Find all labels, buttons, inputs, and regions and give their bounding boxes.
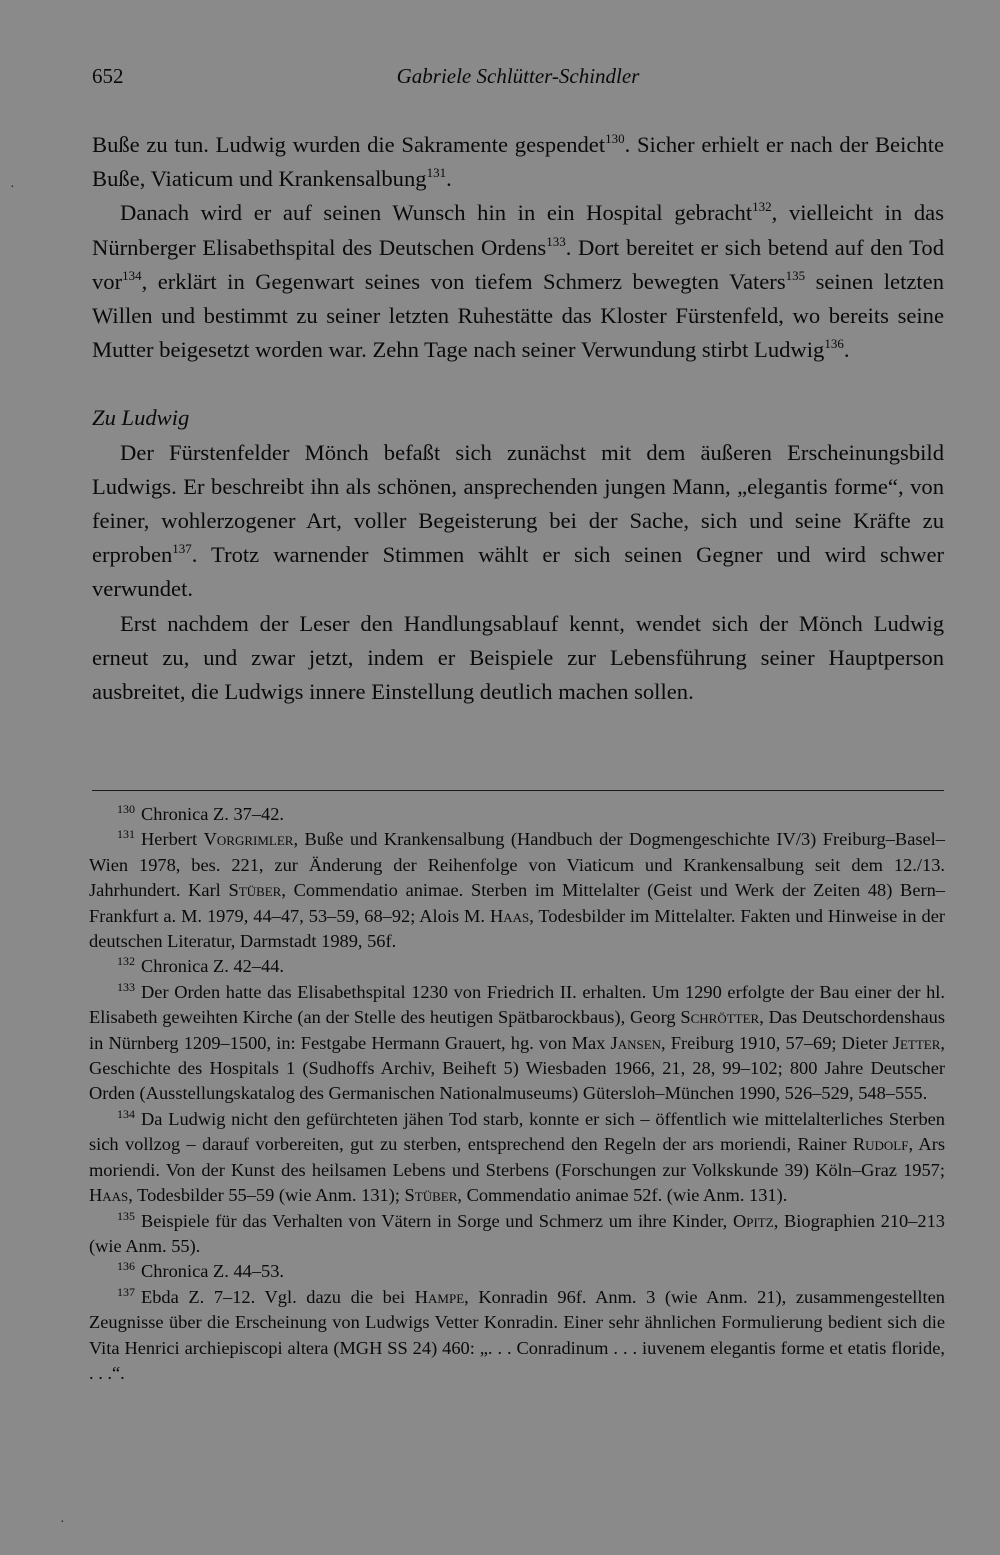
footnote-number: 134 <box>117 1106 135 1121</box>
footnote-number: 135 <box>117 1208 135 1223</box>
footnote: $^{132}$ Chronica Z. 42–44. <box>117 954 285 977</box>
footnote: $^{134}$ Da Ludwig nicht den gefürchteten jähen Tod starb, konnte er sich – öffentlich wie mittelalterliches Sterben sich vollzog – darauf vorbereiten, gut zu sterben, entsprechend den Regeln der ars moriendi, Rainer Rudolf, Ars moriendi. Von der Kunst des heilsamen Lebens und Sterbens (Forschungen zur Volkskunde 39) Köln–Graz 1957; Haas, Todesbilder 55–59 (wie Anm. 131); Stüber, Commendatio animae 52f. (wie Anm. 131). <box>89 1106 945 1206</box>
footnote-divider <box>92 790 944 791</box>
author-name: Stüber <box>228 880 282 901</box>
scan-artifact: · <box>10 180 15 195</box>
footnote: $^{135}$ Beispiele für das Verhalten von Vätern in Sorge und Schmerz um ihre Kinder, Opitz, Biographien 210–213 (wie Anm. 55). <box>89 1208 945 1256</box>
scan-artifact: · <box>60 1515 65 1530</box>
author-name: Schrötter <box>680 1007 760 1028</box>
author-name: Jansen <box>610 1032 662 1053</box>
footnote-number: 137 <box>117 1284 135 1299</box>
footnote-number: 131 <box>117 827 135 842</box>
footnote: $^{130}$ Chronica Z. 37–42. <box>117 802 285 824</box>
paragraph: Danach wird er auf seinen Wunsch hin in ein Hospital gebracht$^{132}$, vielleicht in das Nürnberger Elisabethspital des Deutschen Ordens$^{133}$. Dort bereitet er sich betend auf den Tod vor$^{134}$, erklärt in Gegenwart seines von tiefem Schmerz bewegten Vaters$^{135}$ seinen letzten Willen und bestimmt zu seiner letzten Ruhestätte das Kloster Fürstenfeld, wo bereits seine Mutter beigesetzt worden war. Zehn Tage nach seiner Verwundung stirbt Ludwig$^{136}$. <box>92 199 944 363</box>
footnote-number: 133 <box>117 979 135 994</box>
footnote: $^{137}$ Ebda Z. 7–12. Vgl. dazu die bei Hampe, Konradin 96f. Anm. 3 (wie Anm. 21), zusammengestellten Zeugnisse über die Erscheinung von Ludwigs Vetter Konradin. Einer sehr ähnlichen Formulierung bedient sich die Vita Henrici archiepiscopi altera (MGH SS 24) 460: „. . . Conradinum . . . iuvenem elegantis forme et etatis floride, . . .“. <box>89 1284 945 1383</box>
paragraph: Buße zu tun. Ludwig wurden die Sakramente gespendet$^{130}$. Sicher erhielt er nach der Beichte Buße, Viaticum und Krankensalbung$^{131}$. <box>92 131 944 192</box>
author-name: Stüber <box>404 1185 458 1206</box>
footnotes <box>89 802 945 1386</box>
author-name: Opitz <box>732 1210 774 1231</box>
paragraph: Der Fürstenfelder Mönch befaßt sich zunächst mit dem äußeren Erscheinungsbild Ludwigs. Er beschreibt ihn als schönen, ansprechenden jungen Mann, „elegantis forme“, von feiner, wohlerzogener Art, voller Begeisterung bei der Sache, sich und seine Kräfte zu erproben$^{137}$. Trotz warnender Stimmen wählt er sich seinen Gegner und wird schwer verwundet. <box>92 439 944 602</box>
footnote-ref: 132 <box>752 199 772 215</box>
paragraph: Erst nachdem der Leser den Handlungsablauf kennt, wendet sich der Mönch Ludwig erneut zu, und zwar jetzt, indem er Beispiele zur Lebensführung seiner Hauptperson ausbreitet, die Ludwigs innere Einstellung deutlich machen sollen. <box>92 610 944 705</box>
footnote: $^{131}$ Herbert Vorgrimler, Buße und Krankensalbung (Handbuch der Dogmengeschichte IV/3) Freiburg–Basel–Wien 1978, bes. 221, zur Änderung der Reihenfolge von Viaticum und Krankensalbung seit dem 12./13. Jahrhundert. Karl Stüber, Commendatio animae. Sterben im Mittelalter (Geist und Werk der Zeiten 48) Bern–Frankfurt a. M. 1979, 44–47, 53–59, 68–92; Alois M. Haas, Todesbilder im Mittelalter. Fakten und Hinweise in der deutschen Literatur, Darmstadt 1989, 56f. <box>89 827 946 952</box>
author-name: Vorgrimler <box>203 829 294 850</box>
author-name: Hampe <box>414 1286 465 1307</box>
footnote-ref: 137 <box>172 541 192 557</box>
footnote-ref: 131 <box>426 165 447 181</box>
footnote-ref: 130 <box>605 131 625 146</box>
footnote-ref: 134 <box>122 267 142 283</box>
footnote: $^{136}$ Chronica Z. 44–53. <box>117 1259 285 1282</box>
author-name: Rudolf <box>852 1134 909 1155</box>
footnote-ref: 136 <box>824 336 844 352</box>
author-name: Haas <box>489 905 530 926</box>
footnote-number: 132 <box>117 954 135 969</box>
running-title: Gabriele Schlütter-Schindler <box>396 64 640 88</box>
author-name: Jetter <box>892 1032 941 1053</box>
footnote-ref: 135 <box>785 267 806 283</box>
author-name: Haas <box>89 1185 129 1206</box>
section-heading: Zu Ludwig <box>92 405 190 431</box>
main-text <box>92 128 944 709</box>
footnote-number: 130 <box>117 802 135 816</box>
running-head <box>92 64 944 94</box>
footnote-number: 136 <box>117 1259 135 1274</box>
footnote-ref: 133 <box>546 233 566 249</box>
page-number: 652 <box>92 64 124 88</box>
footnote: $^{133}$ Der Orden hatte das Elisabethspital 1230 von Friedrich II. erhalten. Um 1290 erfolgte der Bau einer der hl. Elisabeth geweihten Kirche (an der Stelle des heutigen Spätbarockbaus), Georg Schrötter, Das Deutschordenshaus in Nürnberg 1209–1500, in: Festgabe Hermann Grauert, hg. von Max Jansen, Freiburg 1910, 57–69; Dieter Jetter, Geschichte des Hospitals 1 (Sudhoffs Archiv, Beiheft 5) Wiesbaden 1966, 21, 28, 99–102; 800 Jahre Deutscher Orden (Ausstellungskatalog des Germanischen Nationalmuseums) Gütersloh–München 1990, 526–529, 548–555. <box>89 979 945 1104</box>
